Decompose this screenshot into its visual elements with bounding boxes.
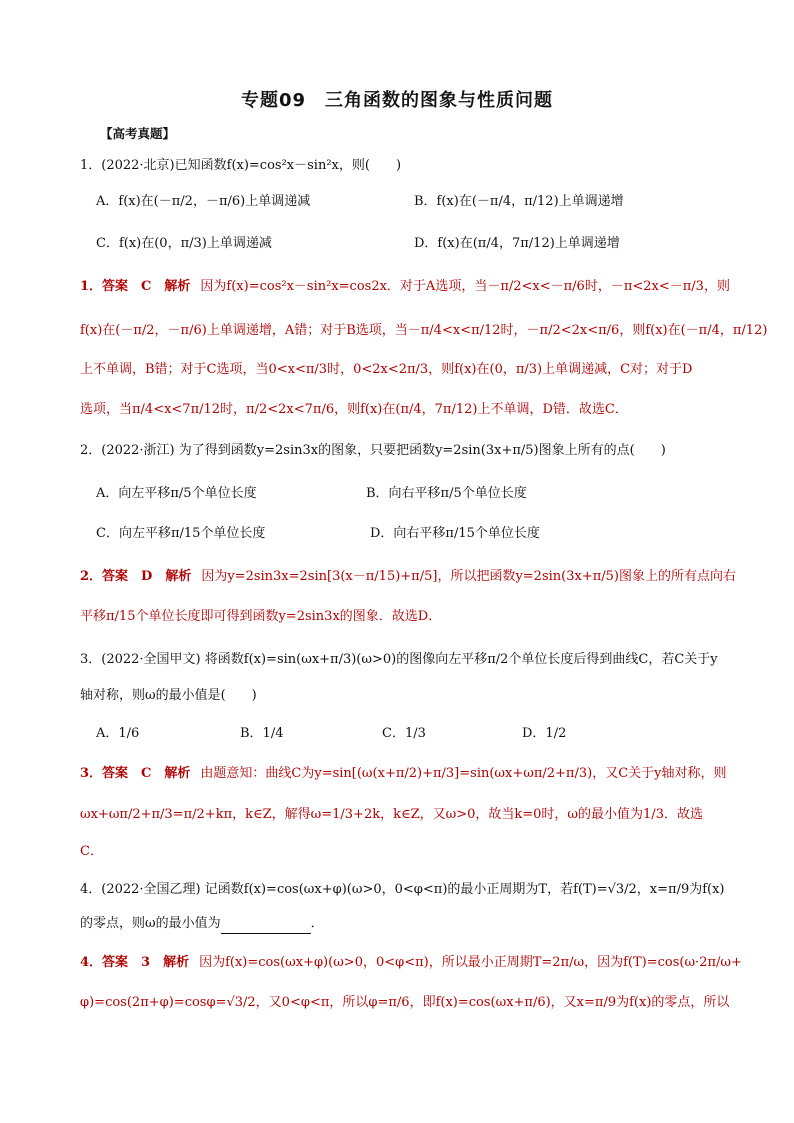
q1-option-a: A．f(x)在(－π/2，－π/6)上单调递减 [96, 194, 311, 209]
q2-answer-line2: 平移π/15个单位长度即可得到函数y=2sin3x的图象．故选D． [80, 609, 442, 624]
q4-stem-text2: 的零点，则ω的最小值为 [80, 916, 221, 931]
q1-answer-label: 1．答案 C 解析 [80, 279, 191, 294]
q3-answer-label: 3．答案 C 解析 [80, 766, 191, 781]
q3-answer-text1: 由题意知：曲线C为y=sin[(ω(x+π/2)+π/3]=sin(ωx+ωπ/2+π/3)，又C关于y轴对称，则 [200, 766, 727, 781]
q3-stem-line1: 3．(2022·全国甲文) 将函数f(x)=sin(ωx+π/3)(ω>0)的图像向左平移π/2个单位长度后得到曲线C，若C关于y [80, 652, 718, 667]
q4-answer-blank[interactable] [221, 919, 311, 934]
q2-option-d: D．向右平移π/15个单位长度 [370, 526, 540, 541]
q2-answer-text1: 因为y=2sin3x=2sin[3(x－π/15)+π/5]，所以把函数y=2sin(3x+π/5)图象上的所有点向右 [201, 569, 736, 584]
q4-answer-line1 [80, 953, 742, 973]
section-heading: 【高考真题】 [100, 126, 176, 141]
q2-stem: 2．(2022·浙江) 为了得到函数y=2sin3x的图象，只要把函数y=2sin(3x+π/5)图象上所有的点( ) [80, 443, 666, 458]
q3-option-d: D．1/2 [522, 726, 567, 741]
q2-answer-label: 2．答案 D 解析 [80, 569, 192, 584]
q1-option-d: D．f(x)在(π/4，7π/12)上单调递增 [414, 236, 620, 251]
q1-option-b: B．f(x)在(－π/4，π/12)上单调递增 [414, 194, 624, 209]
q3-answer-line1 [80, 764, 727, 784]
q2-option-a: A．向左平移π/5个单位长度 [96, 486, 257, 501]
q1-answer-line3: 上不单调，B错；对于C选项，当0<x<π/3时，0<2x<2π/3，则f(x)在(0，π/3)上单调递减，C对；对于D [80, 362, 693, 377]
q1-answer-line4: 选项，当π/4<x<7π/12时，π/2<2x<7π/6，则f(x)在(π/4，7π/12)上不单调，D错．故选C． [80, 402, 628, 417]
q3-answer-line2: ωx+ωπ/2+π/3=π/2+kπ，k∈Z，解得ω=1/3+2k，k∈Z，又ω>0，故当k=0时，ω的最小值为1/3．故选 [80, 807, 703, 822]
q4-stem-line1: 4．(2022·全国乙理) 记函数f(x)=cos(ωx+φ)(ω>0，0<φ<π)的最小正周期为T，若f(T)=√3/2，x=π/9为f(x) [80, 882, 725, 897]
q1-answer-text1: 因为f(x)=cos²x－sin²x=cos2x．对于A选项，当－π/2<x<－π/6时，－π<2x<－π/3，则 [200, 279, 730, 294]
q2-answer-line1 [80, 567, 736, 587]
q1-answer-line2: f(x)在(－π/2，－π/6)上单调递增，A错；对于B选项，当－π/4<x<π/12时，－π/2<2x<π/6，则f(x)在(－π/4，π/12) [80, 323, 768, 338]
q3-answer-line3: C． [80, 844, 103, 859]
q2-option-c: C．向左平移π/15个单位长度 [96, 526, 266, 541]
q4-answer-text1: 因为f(x)=cos(ωx+φ)(ω>0，0<φ<π)，所以最小正周期T=2π/ω，因为f(T)=cos(ω·2π/ω+ [199, 955, 742, 970]
q1-answer-line1 [80, 277, 730, 297]
q2-option-b: B．向右平移π/5个单位长度 [366, 486, 527, 501]
q3-stem-line2: 轴对称，则ω的最小值是( ) [80, 688, 257, 703]
q4-answer-line2: φ)=cos(2π+φ)=cosφ=√3/2，又0<φ<π，所以φ=π/6，即f(x)=cos(ωx+π/6)，又x=π/9为f(x)的零点，所以 [80, 995, 730, 1010]
q1-stem: 1．(2022·北京)已知函数f(x)=cos²x－sin²x，则( ) [80, 158, 402, 173]
q1-option-c: C．f(x)在(0，π/3)上单调递减 [96, 236, 272, 251]
q4-stem-line2: 的零点，则ω的最小值为 ． [80, 914, 720, 934]
q3-option-a: A．1/6 [96, 726, 140, 741]
page-title: 专题09 三角函数的图象与性质问题 [240, 90, 554, 111]
q3-option-b: B．1/4 [240, 726, 284, 741]
q3-option-c: C．1/3 [382, 726, 426, 741]
q4-answer-label: 4．答案 3 解析 [80, 955, 190, 970]
